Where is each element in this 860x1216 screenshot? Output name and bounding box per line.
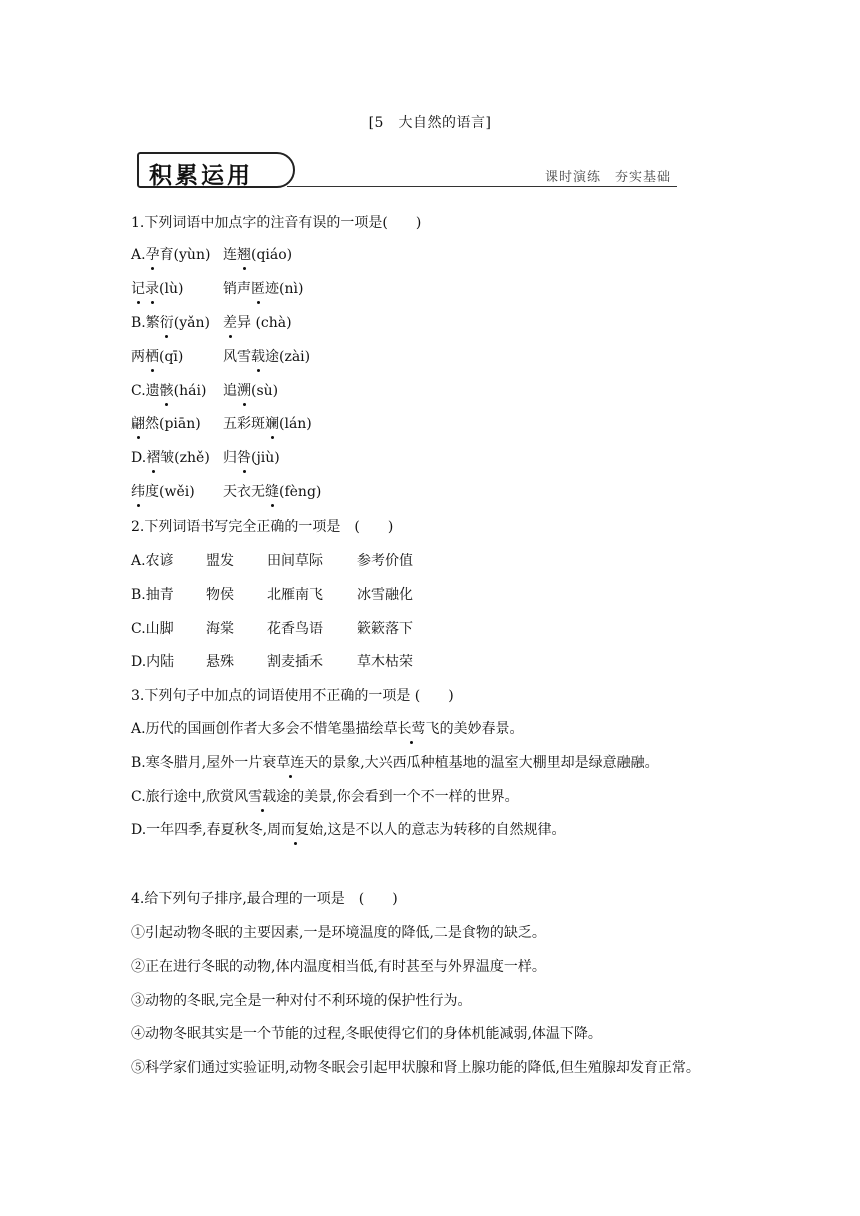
q2-option-b: B.抽青 物侯 北雁南飞 冰雪融化 xyxy=(131,587,413,603)
q2-option-d: D.内陆 悬殊 割麦插禾 草木枯荣 xyxy=(131,654,413,670)
q1-stem: 1.下列词语中加点字的注音有误的一项是( ) xyxy=(131,215,422,231)
q1-row-1: A.孕育(yùn) 连翘(qiáo) xyxy=(131,247,293,263)
q4-sentence-3: ③动物的冬眠,完全是一种对付不利环境的保护性行为。 xyxy=(131,993,472,1009)
q3-option-a: A.历代的国画创作者大多会不惜笔墨描绘草长莺飞的美妙春景。 xyxy=(131,721,524,737)
banner-subtitle: 课时演练 夯实基础 xyxy=(544,170,671,185)
q1-row-2: 记录(lù) 销声匿迹(nì) xyxy=(131,281,304,297)
q1-row-4: 两栖(qī) 风雪载途(zài) xyxy=(131,349,311,365)
q4-stem: 4.给下列句子排序,最合理的一项是 ( ) xyxy=(131,891,398,907)
q4-sentence-1: ①引起动物冬眠的主要因素,一是环境温度的降低,二是食物的缺乏。 xyxy=(131,925,546,941)
banner-label: 积累运用 xyxy=(149,163,253,189)
banner-tab xyxy=(137,152,295,188)
banner-rule xyxy=(287,186,677,187)
q3-option-c: C.旅行途中,欣赏风雪载途的美景,你会看到一个不一样的世界。 xyxy=(131,789,519,805)
q1-row-8: 纬度(wěi) 天衣无缝(fèng) xyxy=(131,484,322,500)
q3-stem: 3.下列句子中加点的词语使用不正确的一项是 ( ) xyxy=(131,688,454,704)
q4-sentence-5: ⑤科学家们通过实验证明,动物冬眠会引起甲状腺和肾上腺功能的降低,但生殖腺却发育正常。 xyxy=(131,1060,700,1076)
section-banner xyxy=(137,152,677,192)
q2-option-a: A.农谚 盟发 田间草际 参考价值 xyxy=(131,553,413,569)
q2-stem: 2.下列词语书写完全正确的一项是 ( ) xyxy=(131,519,394,535)
q2-option-c: C.山脚 海棠 花香鸟语 簌簌落下 xyxy=(131,621,413,637)
lesson-title: [5 大自然的语言] xyxy=(368,115,492,131)
q1-row-6: 翩然(piān) 五彩斑斓(lán) xyxy=(131,416,312,432)
q3-option-d: D.一年四季,春夏秋冬,周而复始,这是不以人的意志为转移的自然规律。 xyxy=(131,822,566,838)
q1-row-3: B.繁衍(yǎn) 差异 (chà) xyxy=(131,315,292,331)
q1-row-7: D.褶皱(zhě) 归咎(jiù) xyxy=(131,450,280,466)
q4-sentence-2: ②正在进行冬眠的动物,体内温度相当低,有时甚至与外界温度一样。 xyxy=(131,959,546,975)
q1-row-5: C.遗骸(hái) 追溯(sù) xyxy=(131,383,279,399)
q4-sentence-4: ④动物冬眠其实是一个节能的过程,冬眠使得它们的身体机能减弱,体温下降。 xyxy=(131,1026,602,1042)
q3-option-b: B.寒冬腊月,屋外一片衰草连天的景象,大兴西瓜种植基地的温室大棚里却是绿意融融。 xyxy=(131,755,659,771)
